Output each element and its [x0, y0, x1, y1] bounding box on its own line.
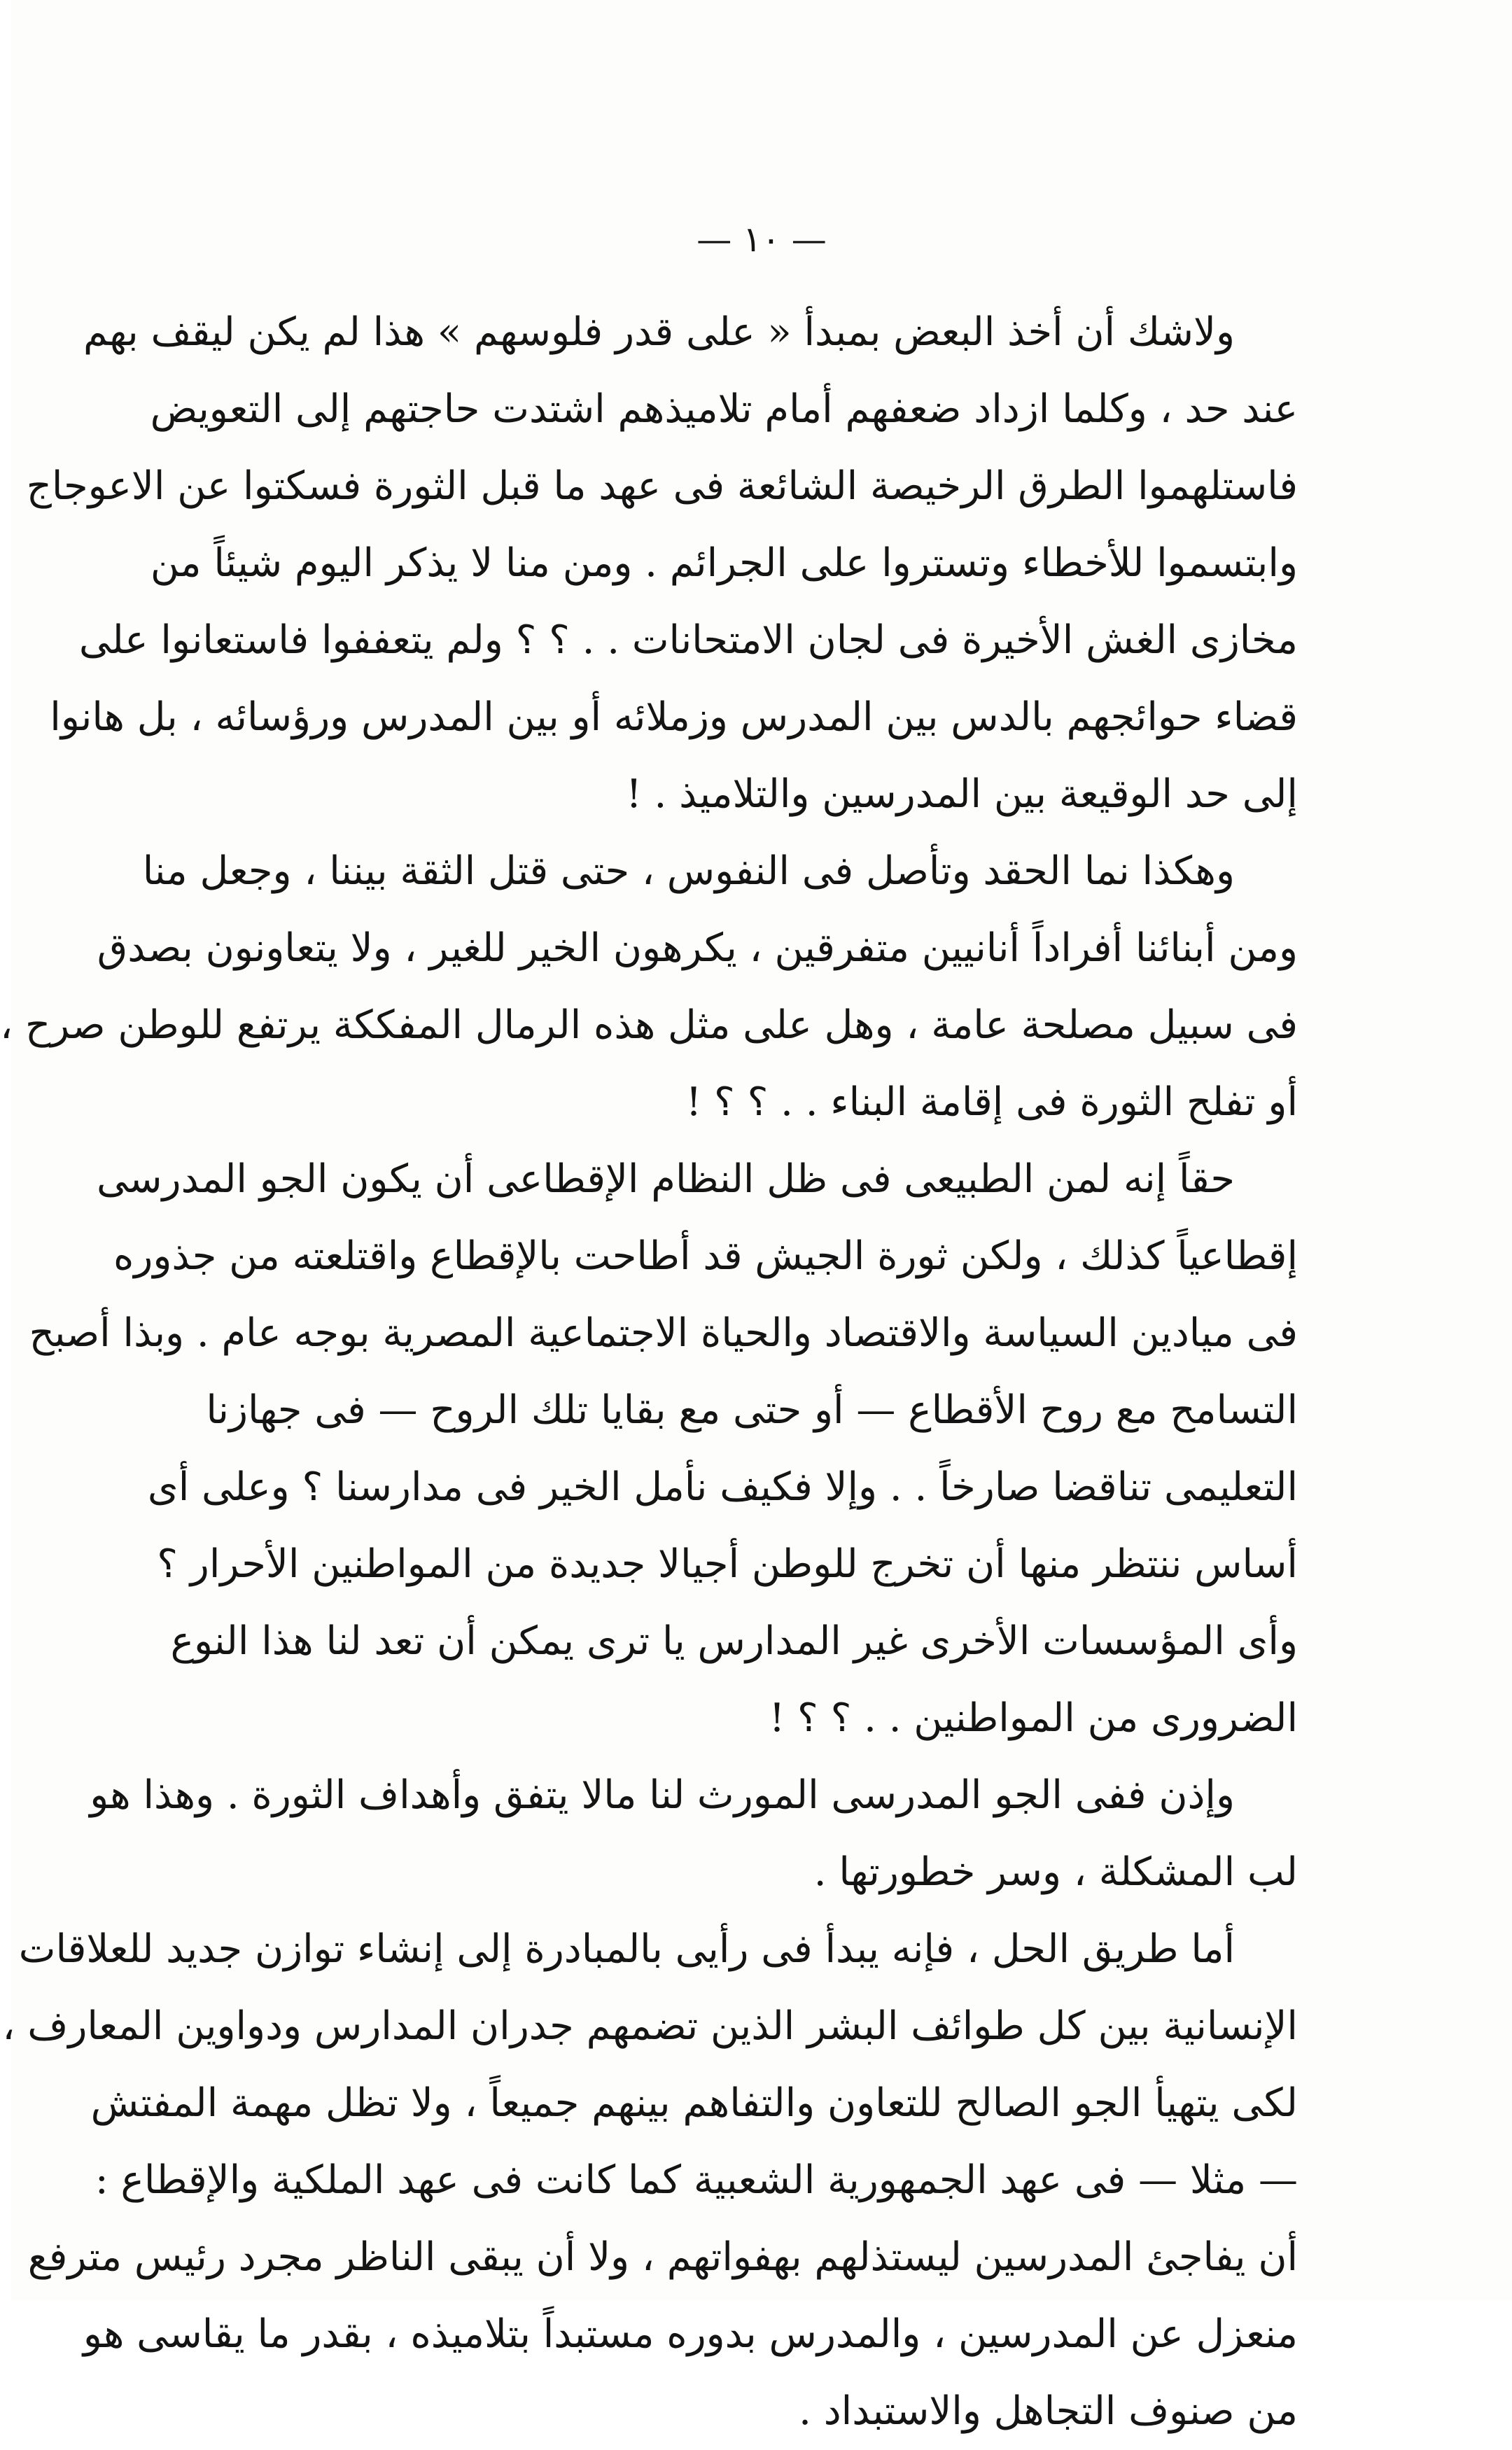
text-line: فى ميادين السياسة والاقتصاد والحياة الاجتماعية المصرية بوجه عام . وبذا أصبح [29, 1310, 1298, 1356]
text-line: الضرورى من المواطنين . . ؟ ؟ ! [769, 1695, 1298, 1741]
text-line: منعزل عن المدرسين ، والمدرس بدوره مستبداً بتلاميذه ، بقدر ما يقاسى هو [83, 2311, 1298, 2357]
text-line: لكى يتهيأ الجو الصالح للتعاون والتفاهم بينهم جميعاً ، ولا تظل مهمة المفتش [90, 2080, 1298, 2126]
text-line: وأى المؤسسات الأخرى غير المدارس يا ترى يمكن أن تعد لنا هذا النوع [170, 1618, 1298, 1664]
text-line: قضاء حوائجهم بالدس بين المدرس وزملائه أو بين المدرس ورؤسائه ، بل هانوا [50, 694, 1298, 740]
text-line: وهكذا نما الحقد وتأصل فى النفوس ، حتى قتل الثقة بيننا ، وجعل منا [142, 848, 1235, 894]
text-line: التعليمى تناقضا صارخاً . . وإلا فكيف نأمل الخير فى مدارسنا ؟ وعلى أى [147, 1464, 1298, 1510]
text-line: ومن أبنائنا أفراداً أنانيين متفرقين ، يكرهون الخير للغير ، ولا يتعاونون بصدق [97, 925, 1298, 971]
text-line: — مثلا — فى عهد الجمهورية الشعبية كما كانت فى عهد الملكية والإقطاع : [94, 2157, 1298, 2203]
text-line: حقاً إنه لمن الطبيعى فى ظل النظام الإقطاعى أن يكون الجو المدرسى [96, 1156, 1235, 1202]
text-line: أو تفلح الثورة فى إقامة البناء . . ؟ ؟ ! [685, 1079, 1298, 1125]
text-line: إلى حد الوقيعة بين المدرسين والتلاميذ . ! [626, 771, 1298, 817]
text-line: فى سبيل مصلحة عامة ، وهل على مثل هذه الرمال المفككة يرتفع للوطن صرح ، [0, 1002, 1298, 1048]
page-number: — ١٠ — [696, 219, 827, 260]
text-line: إقطاعياً كذلك ، ولكن ثورة الجيش قد أطاحت بالإقطاع واقتلعته من جذوره [113, 1233, 1298, 1279]
text-line: عند حد ، وكلما ازداد ضعفهم أمام تلاميذهم اشتدت حاجتهم إلى التعويض [150, 386, 1298, 432]
text-line: أما طريق الحل ، فإنه يبدأ فى رأيى بالمبادرة إلى إنشاء توازن جديد للعلاقات [18, 1926, 1235, 1972]
text-line: الإنسانية بين كل طوائف البشر الذين تضمهم جدران المدارس ودواوين المعارف ، [2, 2003, 1298, 2049]
text-line: وإذن ففى الجو المدرسى المورث لنا مالا يتفق وأهداف الثورة . وهذا هو [90, 1772, 1235, 1818]
text-line: التسامح مع روح الأقطاع — أو حتى مع بقايا تلك الروح — فى جهازنا [206, 1387, 1298, 1433]
text-line: لب المشكلة ، وسر خطورتها . [813, 1849, 1298, 1895]
text-line: وابتسموا للأخطاء وتستروا على الجرائم . ومن منا لا يذكر اليوم شيئاً من [150, 540, 1298, 586]
text-line: من صنوف التجاهل والاستبداد . [799, 2388, 1298, 2434]
body-text [0, 294, 1298, 2450]
text-line: فاستلهموا الطرق الرخيصة الشائعة فى عهد ما قبل الثورة فسكتوا عن الاعوجاج [26, 463, 1298, 509]
text-line: أساس ننتظر منها أن تخرج للوطن أجيالا جديدة من المواطنين الأحرار ؟ [157, 1541, 1298, 1587]
text-line: ولاشك أن أخذ البعض بمبدأ « على قدر فلوسهم » هذا لم يكن ليقف بهم [83, 309, 1235, 355]
text-line: مخازى الغش الأخيرة فى لجان الامتحانات . . ؟ ؟ ولم يتعففوا فاستعانوا على [78, 617, 1298, 663]
text-line: أن يفاجئ المدرسين ليستذلهم بهفواتهم ، ولا أن يبقى الناظر مجرد رئيس مترفع [27, 2234, 1298, 2280]
